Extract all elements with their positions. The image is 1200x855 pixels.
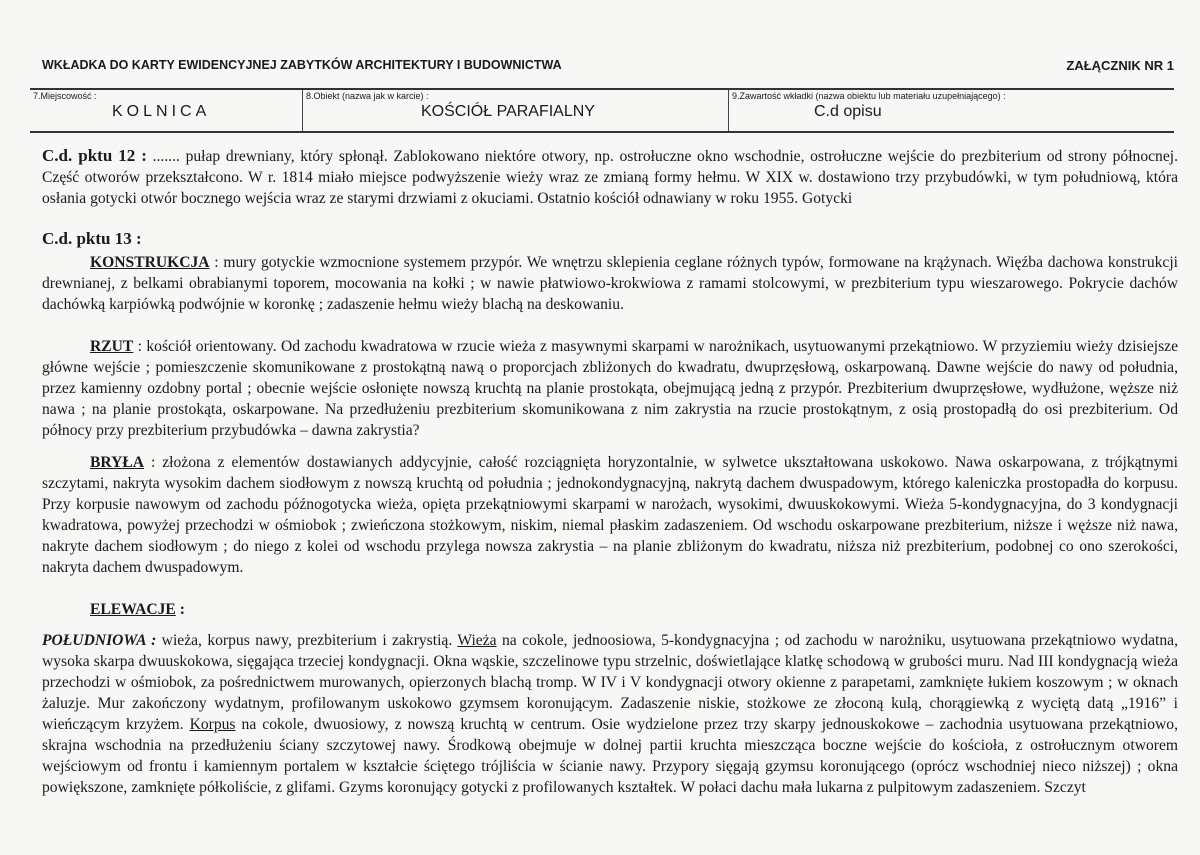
section-label: C.d. pktu 13 : — [42, 229, 142, 248]
section-p13-heading — [42, 228, 1178, 250]
section-text: ....... pułap drewniany, który spłonął. Zablokowano niektóre otwory, np. ostrołuczne okno wschodnie, ostrołuczne wejście do prezbiterium od strony północnej. Część otworów przekształcono. W r. 1814 miało miejsce podwyższenie wieży wraz ze zmianą formy hełmu. W XIX w. dostawiono trzy przybudówki, w tym południową, która osłania gotycki otwór bocznego wejścia wraz ze starymi drzwiami z okuciami. Ostatnio kościół odnawiany w roku 1955. Gotycki — [42, 148, 1178, 207]
document-body — [42, 145, 1178, 798]
annex-number: ZAŁĄCZNIK NR 1 — [1066, 58, 1174, 73]
paragraph-text: na cokole, dwuosiowy, z nowszą kruchtą w centrum. Osie wydzielone przez trzy skarpy jednouskokowe – zachodnia usytuowana przekątniowo, skrajna wschodnia na przedłużeniu ściany szczytowej nawy. Środkową obejmuje w dolnej partii kruchta mieszcząca boczne wejście do kościoła, z ostrołucznym otworem wejściowym od frontu i kamiennym portalem w kształcie ściętego trójliścia w ścianie nawy. Przypory sięgają gzymsu koronującego (oprócz wschodniej nieco niższej) ; okna powiększone, zamknięte półkoliście, z glifami. Gzyms koronujący gotycki z profilowanych kształtek. W połaci dachu mała lukarna z pulpitowym zadaszeniem. Szczyt — [42, 716, 1178, 796]
paragraph-south-elevation — [42, 630, 1178, 798]
heading-colon: : — [175, 601, 185, 618]
object-cell — [302, 90, 729, 131]
content-value: C.d opisu — [814, 103, 882, 120]
paragraph-rzut — [42, 336, 1178, 441]
place-cell — [30, 90, 302, 131]
content-cell — [728, 90, 1174, 131]
paragraph-text: wieża, korpus nawy, prezbiterium i zakrystią. — [156, 632, 458, 649]
paragraph-heading: ELEWACJE — [90, 601, 176, 618]
paragraph-text: na cokole, jednoosiowa, 5-kondygnacyjna ; od zachodu w narożniku, usytuowana przekątniowo wydatna, wysoka skarpa dwuuskokowa, sięgająca trzeciej kondygnacji. Okna wąskie, szczelinowe typu strzelnic, doświetlające klatkę schodową w grubości muru. Nad III kondygnacją wieża przechodzi w ośmiobok, za pośrednictwem murowanych, opierzonych blachą tromp. W IV i V kondygnacji otwory okienne z parapetami, zamknięte łukiem koszowym ; w oknach żaluzje. Mur zakończony wydatnym, profilowanym uskokowo gzymsem koronującym. Zadaszenie niskie, stożkowe ze złoconą kulą, chorągiewką z wyciętą datą „1916” i wieńczącym krzyżem. — [42, 632, 1179, 733]
content-label: 9.Zawartość wkładki (nazwa obiektu lub materiału uzupełniającego) : — [732, 91, 1006, 101]
form-header-table — [30, 88, 1174, 133]
paragraph-bryla — [42, 452, 1178, 578]
paragraph-heading: BRYŁA — [90, 454, 145, 471]
place-value: KOLNICA — [112, 103, 211, 120]
section-label: C.d. pktu 12 : — [42, 146, 147, 165]
section-p12 — [42, 145, 1178, 209]
place-label: 7.Miejscowość : — [33, 91, 97, 101]
paragraph-heading: POŁUDNIOWA : — [42, 632, 157, 649]
paragraph-heading: RZUT — [90, 338, 134, 355]
object-label: 8.Obiekt (nazwa jak w karcie) : — [306, 91, 429, 101]
object-value: KOŚCIÓŁ PARAFIALNY — [421, 103, 595, 120]
paragraph-elewacje-heading — [42, 599, 1178, 620]
paragraph-text: : kościół orientowany. Od zachodu kwadratowa w rzucie wieża z masywnymi skarpami w narożnikach, usytuowanymi przekątniowo. W przyziemiu wieży dzisiejsze główne wejście ; pomieszczenie skomunikowane z prostokątną nawą o proporcjach zbliżonych do kwadratu, dwuprzęsłową, oskarpowaną. Dawne wejście do nawy od południa, przez kamienny ozdobny portal ; obecnie wejście osłonięte nowszą kruchtą na planie prostokąta, obejmującą jedną z przypór. Prezbiterium dwuprzęsłowe, wydłużone, węższe niż nawa ; na planie prostokąta, oskarpowane. Na przedłużeniu prezbiterium skomunikowana z nim zakrystia na rzucie prostokątnym, z osią prostopadłą do osi prezbiterium. Od północy przy prezbiterium przybudówka – dawna zakrystia? — [42, 338, 1178, 439]
subheading-body: Korpus — [189, 716, 236, 733]
document-title: WKŁADKA DO KARTY EWIDENCYJNEJ ZABYTKÓW ARCHITEKTURY I BUDOWNICTWA — [42, 58, 562, 72]
subheading-tower: Wieża — [457, 632, 497, 649]
document-header — [42, 58, 1174, 73]
paragraph-text: : mury gotyckie wzmocnione systemem przypór. We wnętrzu sklepienia ceglane różnych typów, formowane na krążynach. Więźba dachowa konstrukcji drewnianej, z belkami obrabianymi toporem, mocowania na kołki ; w nawie płatwiowo-krokwiowa z ramami stolcowymi, w prezbiterium typu wieszarowego. Pokrycie dachów dachówką karpiówką podwójnie w koronkę ; zadaszenie hełmu wieży blachą na deskowaniu. — [42, 254, 1178, 313]
paragraph-konstrukcja — [42, 252, 1178, 315]
paragraph-text: : złożona z elementów dostawianych addycyjnie, całość rozciągnięta horyzontalnie, w sylwetce ukształtowana uskokowo. Nawa oskarpowana, z trójkątnymi szczytami, nakryta wysokim dachem siodłowym z nowszą kruchtą od południa ; jednokondygnacyjną, nakrytą dachem dwuspadowym, którego kaleniczka prostopadła do korpusu. Przy korpusie nawowym od zachodu późnogotycka wieża, opięta przekątniowymi skarpami w narożach, wysokimi, dwuuskokowymi. Wieża 5-kondygnacyjna, do 3 kondygnacji kwadratowa, powyżej przechodzi w ośmiobok ; zwieńczona stożkowym, niskim, niemal płaskim zadaszeniem. Od wschodu oskarpowane prezbiterium, niższe i węższe niż nawa, nakryte dachem siodłowym ; do niego z kolei od wschodu przylega nowsza zakrystia – na planie zbliżonym do kwadratu, niższa niż prezbiterium, podobnej co ono szerokości, nakryta dachem dwuspadowym. — [42, 454, 1178, 576]
paragraph-heading: KONSTRUKCJA — [90, 254, 210, 271]
